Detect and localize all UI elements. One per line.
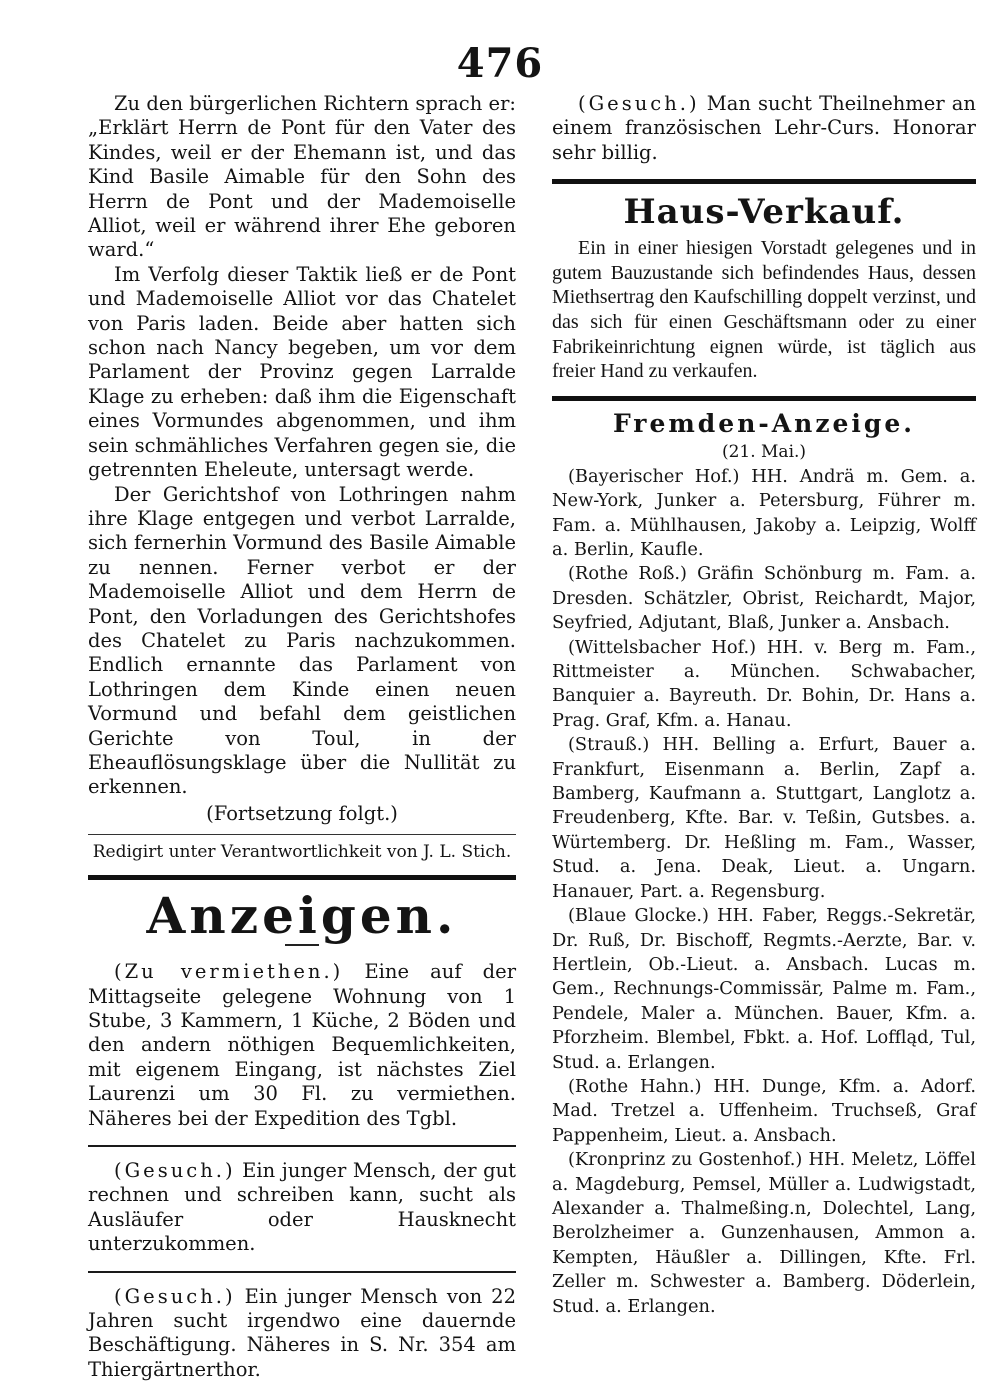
anzeigen-heading: Anzeigen.: [146, 886, 458, 946]
ad-request-2-text: Ein junger Mensch von 22 Jahren sucht irgendwo eine dauernde Beschäftigung. Näheres in S. Nr. 354 am Thiergärtnerthor.: [88, 1284, 517, 1381]
fremden-date: (21. Mai.): [721, 441, 807, 462]
divider: [88, 834, 516, 835]
ad-rent-text: Eine auf der Mittagseite gelegene Wohnung von 1 Stube, 3 Kammern, 1 Küche, 2 Böden und den andern nöthigen Bequemlichkeiten, mit eigenem Eingang, ist nächstes Ziel Laurenzi um 30 Fl. zu vermiethen. Näheres bei der Expedition des Tgbl.: [88, 960, 517, 1130]
haus-verkauf-text: Ein in einer hiesigen Vorstadt gelegenes und in gutem Bauzustande sich befindendes Haus, dessen Miethsertrag den Kaufschilling doppelt verzinst, und das sich für einen Geschäftsmann oder zu einer Fabrikeinrichtung eignen würde, ist täglich aus freier Hand zu verkaufen.: [552, 237, 976, 383]
divider: [552, 396, 976, 401]
ad-request-3-text: Man sucht Theilnehmer an einem französischen Lehr-Curs. Honorar sehr billig.: [552, 92, 976, 164]
ad-request-1: [88, 1159, 516, 1257]
ad-request-1-label: (Gesuch.): [114, 1159, 236, 1183]
guest-list: [552, 465, 976, 1319]
haus-verkauf-heading: Haus-Verkauf.: [623, 192, 905, 233]
ad-rent-label: (Zu vermiethen.): [114, 960, 344, 984]
divider: [88, 1271, 516, 1273]
guest-entry: (Rothe Hahn.) HH. Dunge, Kfm. a. Adorf. Mad. Tretzel a. Uffenheim. Truchseß, Graf Pappenheim, Lieut. a. Ansbach.: [552, 1075, 976, 1146]
ad-request-2: [88, 1285, 516, 1382]
guest-entry: (Blaue Glocke.) HH. Faber, Reggs.-Sekretär, Dr. Ruß, Dr. Bischoff, Regmts.-Aerzte, Bar. v. Hertlein, Ob.-Lieut. a. Ansbach. Lucas m. Gem., Rechnungs-Commissär, Palme m. Fam., Pendele, Maler a. München. Bauer, Kfm. a. Pforzheim. Blembel, Fbkt. a. Hof. Loffląd, Tul, Stud. a. Erlangen.: [552, 905, 976, 1073]
page-number: 476: [456, 40, 544, 87]
divider: [88, 875, 516, 880]
guest-entry: (Rothe Roß.) Gräfin Schönburg m. Fam. a. Dresden. Schätzler, Obrist, Reichardt, Major, Seyfried, Adjutant, Blaß, Junker a. Ansbach.: [552, 563, 976, 634]
continuation-note: (Fortsetzung folgt.): [206, 801, 398, 825]
ad-request-1-text: Ein junger Mensch, der gut rechnen und schreiben kann, sucht als Ausläufer oder Hausknecht unterzukommen.: [88, 1159, 517, 1256]
guest-entry: (Strauß.) HH. Belling a. Erfurt, Bauer a. Frankfurt, Eisenmann a. Berlin, Zapf a. Bamberg, Kaufmann a. Stuttgart, Langlotz a. Freudenberg, Kfte. Bar. v. Teßin, Gutsbes. a. Würtemberg. Dr. Heßling m. Fam., Wasser, Stud. a. Jena. Deak, Lieut. a. Ungarn. Hanauer, Part. a. Regensburg.: [552, 734, 976, 902]
ad-rent: [88, 960, 516, 1131]
ad-request-3: [552, 92, 976, 165]
guest-entry: (Bayerischer Hof.) HH. Andrä m. Gem. a. New-York, Junker a. Petersburg, Führer m. Fam. a. Mühlhausen, Jakoby a. Leipzig, Wolff a. Berlin, Kaufle.: [552, 465, 976, 560]
divider: [552, 179, 976, 184]
story-paragraph-3: Der Gerichtshof von Lothringen nahm ihre Klage entgegen und verbot Larralde, sich fernerhin Vormund des Basile Aimable zu nennen. Ferner verbot er der Mademoiselle Alliot und dem Herrn de Pont, den Vorladungen des Gerichtshofes des Chatelet zu Paris nachzukommen. Endlich ernannte das Parlament von Lothringen dem Kinde einen neuen Vormund und befahl dem geistlichen Gerichte von Toul, in der Eheauflösungsklage über die Nullität zu erkennen.: [88, 482, 516, 799]
ad-request-2-label: (Gesuch.): [114, 1284, 236, 1308]
divider: [88, 1145, 516, 1147]
story-paragraph-2: Im Verfolg dieser Taktik ließ er de Pont und Mademoiselle Alliot vor das Chatelet von Paris laden. Beide aber hatten sich schon nach Nancy begeben, um vor dem Parlament der Provinz gegen Larralde Klage zu erheben: daß ihm die Eigenschaft eines Vormundes abgenommen, und ihm sein schmähliches Verfahren gegen sie, die getrennten Eheleute, untersagt werde.: [88, 262, 516, 482]
ad-request-3-label: (Gesuch.): [578, 92, 700, 115]
guest-entry: (Wittelsbacher Hof.) HH. v. Berg m. Fam., Rittmeister a. München. Schwabacher, Banquier a. Bayreuth. Dr. Bohin, Dr. Hans a. Prag. Graf, Kfm. a. Hanau.: [552, 636, 976, 731]
right-column: [552, 92, 976, 1319]
guest-entry: (Kronprinz zu Gostenhof.) HH. Meletz, Löffel a. Magdeburg, Pemsel, Müller a. Ludwigstadt, Alexander a. Thalmeßing.n, Dolechtel, Lang, Berolzheimer a. Gunzenhausen, Ammon a. Kempten, Häußler a. Dillingen, Kfte. Frl. Zeller m. Schwester a. Bamberg. Döderlein, Stud. a. Erlangen.: [552, 1149, 976, 1317]
fremden-heading: Fremden-Anzeige.: [612, 408, 916, 438]
story-paragraph-1: Zu den bürgerlichen Richtern sprach er: „Erklärt Herrn de Pont für den Vater des Kindes, weil er der Ehemann ist, und das Kind Basile Aimable für den Sohn des Herrn de Pont und der Mademoiselle Alliot, weil er während ihrer Ehe geboren ward.“: [88, 92, 516, 262]
left-column: [88, 92, 516, 1382]
editor-note: Redigirt unter Verantwortlichkeit von J. L. Stich.: [92, 842, 512, 863]
